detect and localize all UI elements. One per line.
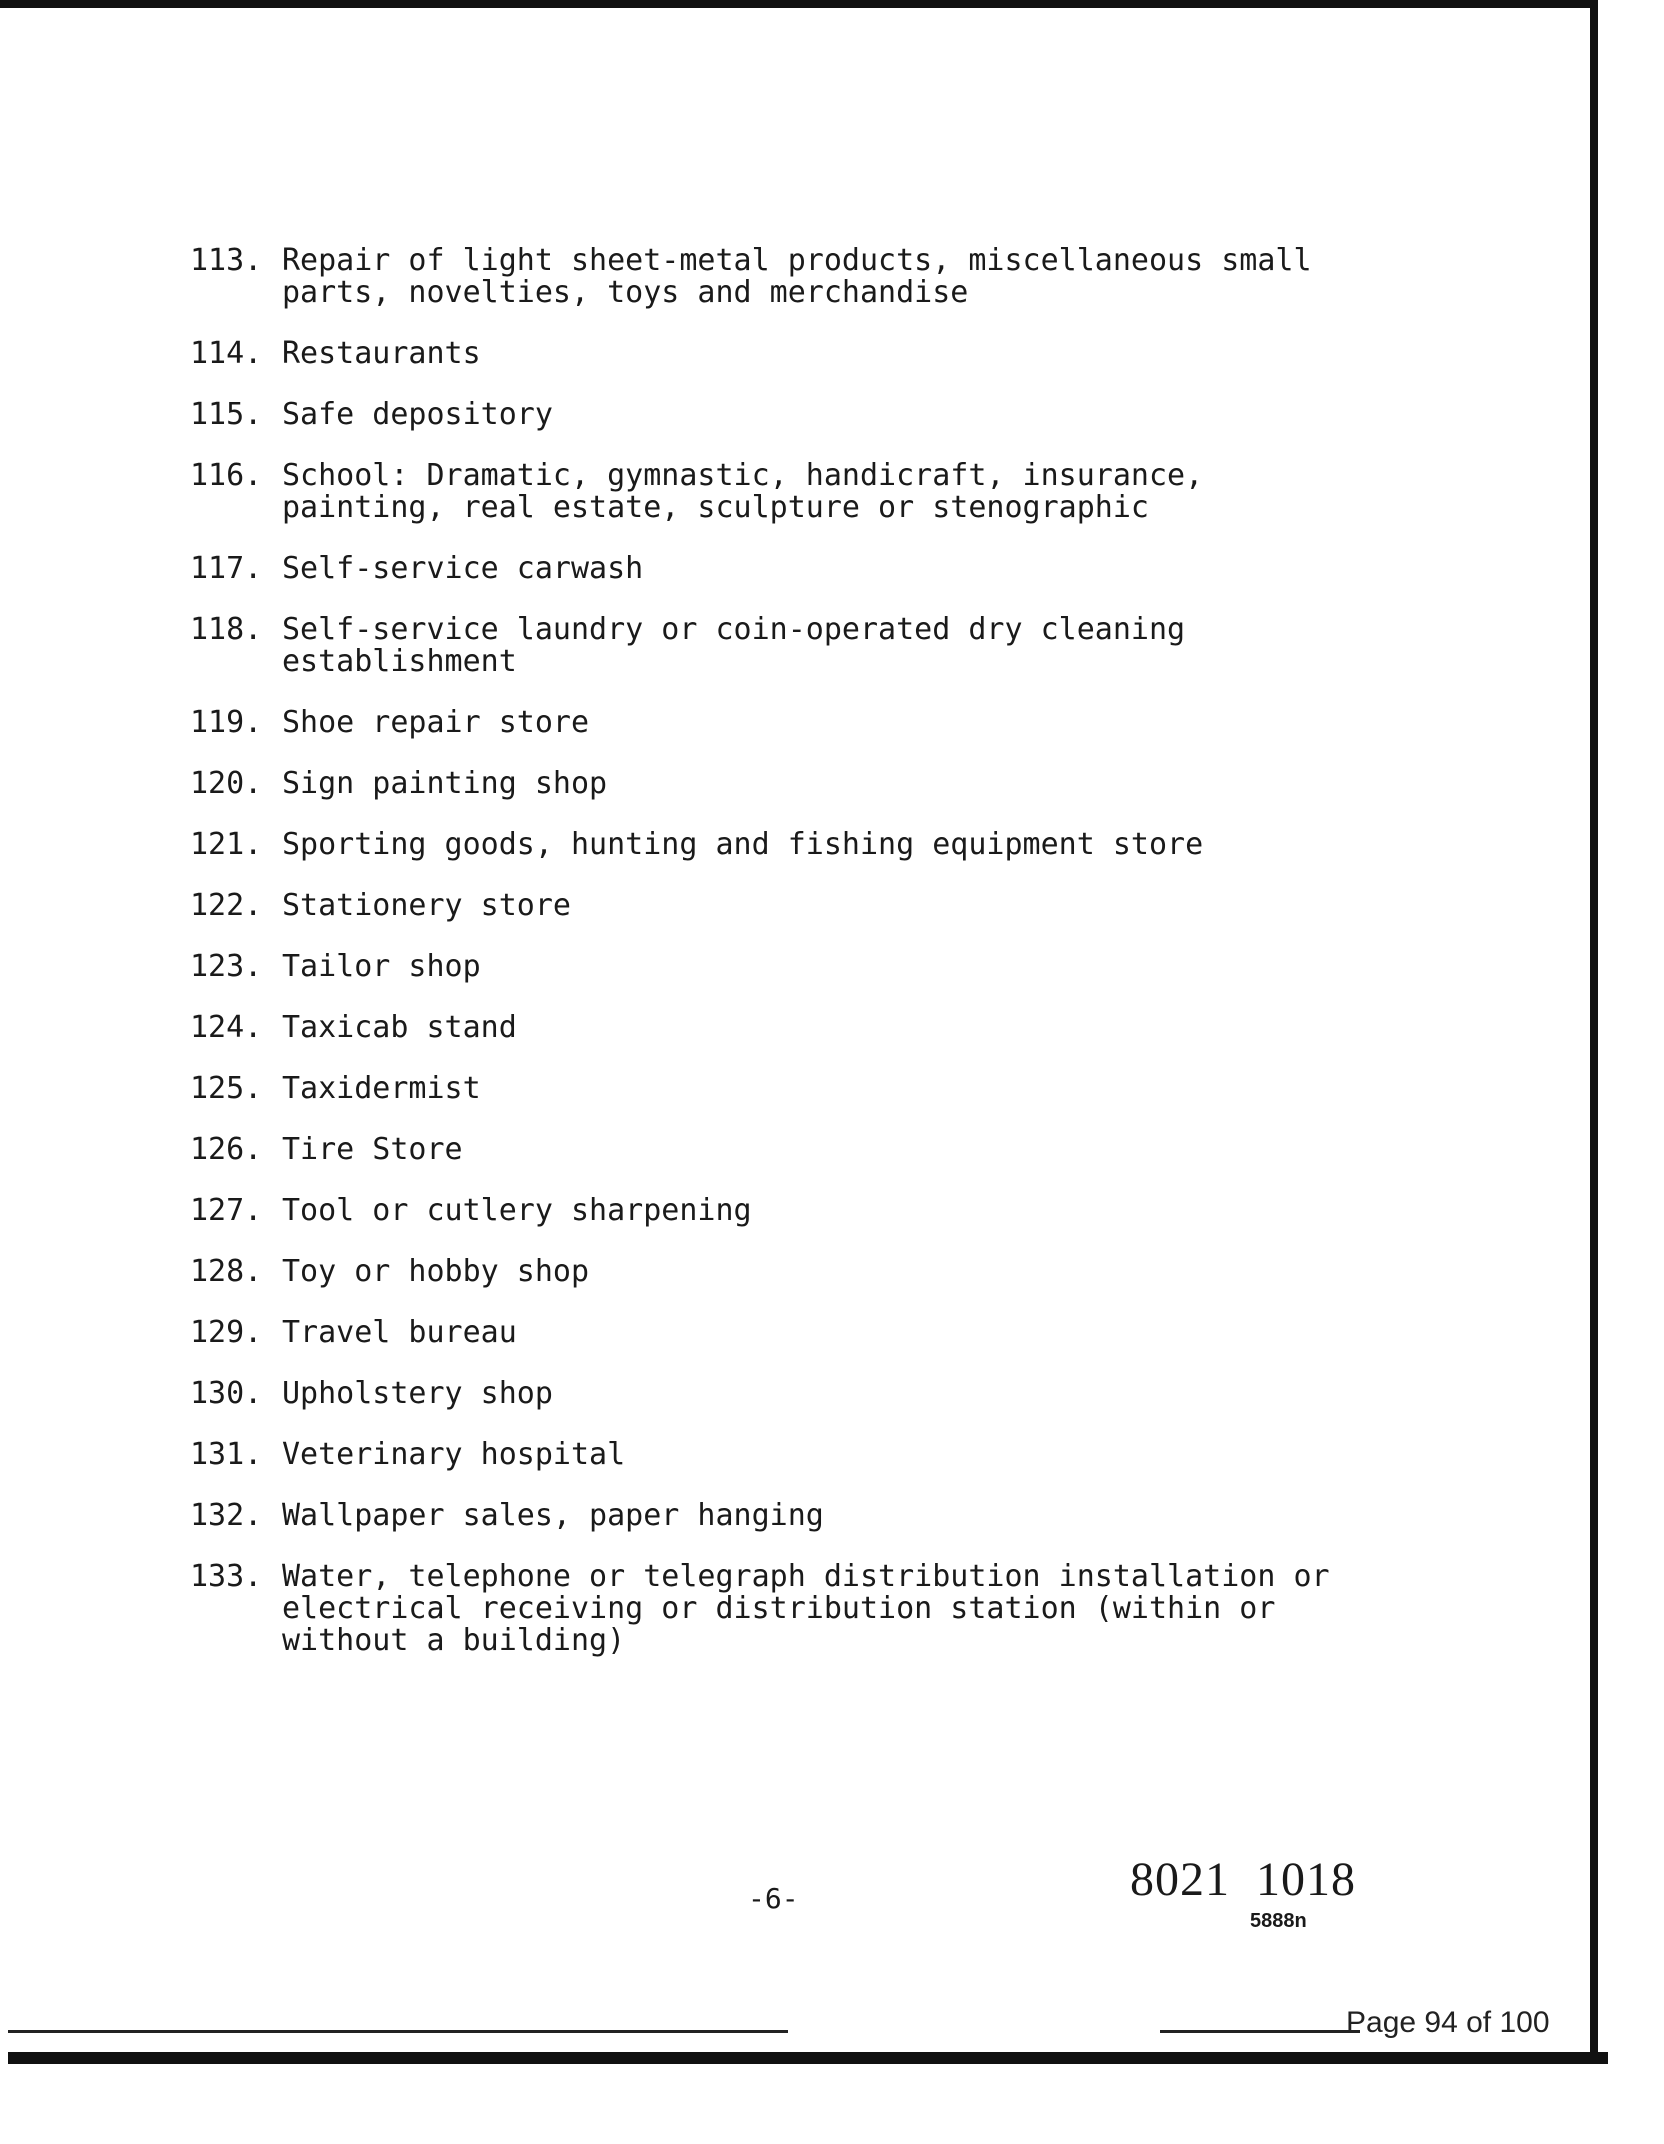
item-number: 132.	[190, 1498, 263, 1533]
item-number: 121.	[190, 827, 263, 862]
page-frame-bottom	[8, 2052, 1608, 2064]
item-number: 114.	[190, 336, 263, 371]
item-text: Taxicab stand	[282, 1010, 517, 1045]
list-item	[190, 553, 1450, 585]
item-number: 117.	[190, 551, 263, 586]
list-item	[190, 1439, 1450, 1471]
item-number: 130.	[190, 1376, 263, 1411]
list-item	[190, 1195, 1450, 1227]
list-item	[190, 1500, 1450, 1532]
list-item	[190, 1012, 1450, 1044]
item-text: Self-service laundry or coin-operated dry cleaning establishment	[282, 612, 1186, 679]
list-item	[190, 399, 1450, 431]
item-text: Taxidermist	[282, 1071, 481, 1106]
item-number: 119.	[190, 705, 263, 740]
item-text: Sign painting shop	[282, 766, 608, 801]
list-item	[190, 951, 1450, 983]
list-item	[190, 890, 1450, 922]
list-item	[190, 1317, 1450, 1349]
item-text: Water, telephone or telegraph distribution installation or electrical receiving or distribution station (within or without a building)	[282, 1559, 1330, 1658]
item-number: 123.	[190, 949, 263, 984]
page-number: -6-	[748, 1882, 799, 1915]
list-item	[190, 245, 1450, 309]
item-text: Repair of light sheet-metal products, miscellaneous small parts, novelties, toys and merchandise	[282, 243, 1312, 310]
item-text: School: Dramatic, gymnastic, handicraft, insurance, painting, real estate, sculpture or stenographic	[282, 458, 1204, 525]
list-item	[190, 1073, 1450, 1105]
footer-divider-left	[8, 2030, 788, 2033]
list-item	[190, 460, 1450, 524]
item-text: Toy or hobby shop	[282, 1254, 590, 1289]
item-text: Restaurants	[282, 336, 481, 371]
item-number: 118.	[190, 612, 263, 647]
item-number: 120.	[190, 766, 263, 801]
item-number: 115.	[190, 397, 263, 432]
item-text: Self-service carwash	[282, 551, 644, 586]
permitted-uses-list	[190, 245, 1450, 1686]
item-text: Travel bureau	[282, 1315, 517, 1350]
item-number: 131.	[190, 1437, 263, 1472]
item-number: 127.	[190, 1193, 263, 1228]
page-counter: Page 94 of 100	[1346, 2006, 1550, 2039]
footer-divider-right	[1160, 2030, 1360, 2033]
item-text: Wallpaper sales, paper hanging	[282, 1498, 824, 1533]
list-item	[190, 829, 1450, 861]
item-number: 122.	[190, 888, 263, 923]
list-item	[190, 614, 1450, 678]
item-number: 129.	[190, 1315, 263, 1350]
item-text: Sporting goods, hunting and fishing equipment store	[282, 827, 1204, 862]
list-item	[190, 1134, 1450, 1166]
document-code: 8021 1018	[1130, 1853, 1356, 1906]
item-number: 128.	[190, 1254, 263, 1289]
item-text: Tire Store	[282, 1132, 463, 1167]
item-number: 116.	[190, 458, 263, 493]
item-text: Tool or cutlery sharpening	[282, 1193, 752, 1228]
item-number: 125.	[190, 1071, 263, 1106]
item-text: Veterinary hospital	[282, 1437, 626, 1472]
list-item	[190, 1256, 1450, 1288]
page-frame-right	[1590, 0, 1598, 2060]
list-item	[190, 707, 1450, 739]
document-subcode: 5888n	[1250, 1910, 1307, 1932]
item-text: Safe depository	[282, 397, 553, 432]
item-text: Upholstery shop	[282, 1376, 553, 1411]
list-item	[190, 768, 1450, 800]
item-text: Shoe repair store	[282, 705, 590, 740]
item-number: 124.	[190, 1010, 263, 1045]
item-number: 133.	[190, 1559, 263, 1594]
item-text: Tailor shop	[282, 949, 481, 984]
item-text: Stationery store	[282, 888, 571, 923]
list-item	[190, 1378, 1450, 1410]
item-number: 126.	[190, 1132, 263, 1167]
list-item	[190, 338, 1450, 370]
list-item	[190, 1561, 1450, 1657]
item-number: 113.	[190, 243, 263, 278]
page-frame-top	[0, 0, 1598, 8]
